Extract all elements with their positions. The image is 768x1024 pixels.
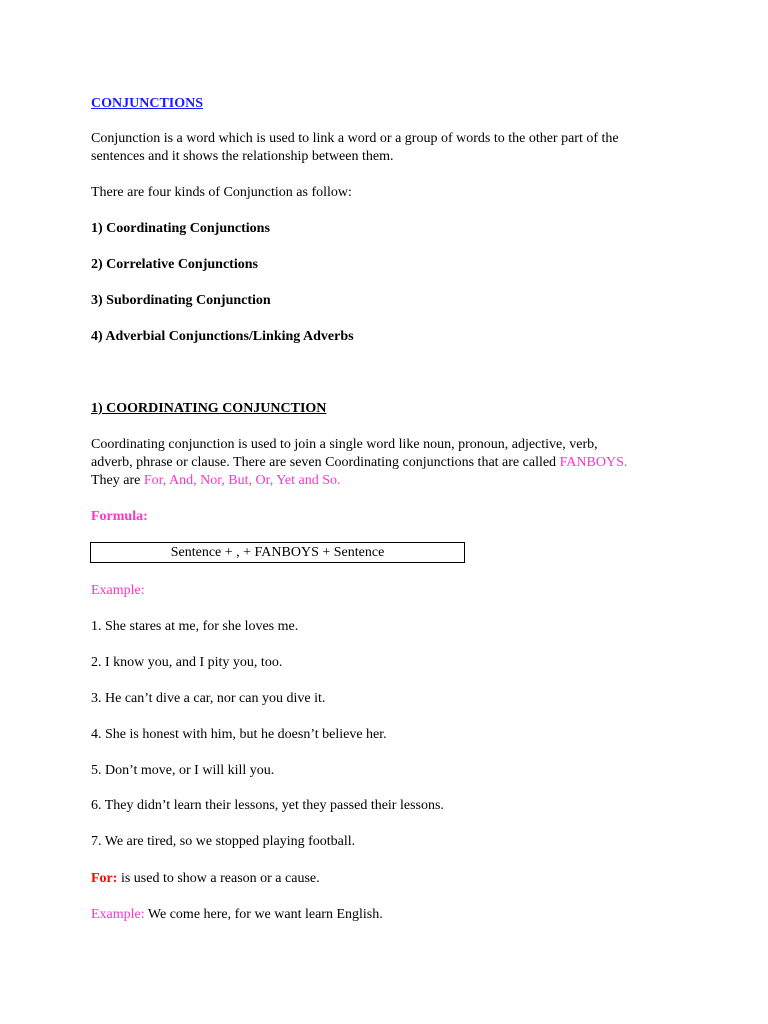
section-para-line-2 bbox=[91, 454, 627, 471]
section-heading: 1) COORDINATING CONJUNCTION bbox=[91, 401, 327, 416]
for-example bbox=[91, 906, 383, 923]
section-para-line-3-text: They are bbox=[91, 473, 144, 488]
example-item: 1. She stares at me, for she loves me. bbox=[91, 619, 299, 634]
intro-line-1: Conjunction is a word which is used to link a word or a group of words to the other part of the bbox=[91, 131, 619, 146]
kind-item-coordinating: 1) Coordinating Conjunctions bbox=[91, 221, 270, 236]
example-item: 7. We are tired, so we stopped playing football. bbox=[91, 834, 356, 849]
section-para-line-1: Coordinating conjunction is used to join a single word like noun, pronoun, adjective, verb, bbox=[91, 437, 598, 452]
for-example-text: We come here, for we want learn English. bbox=[144, 907, 383, 922]
kind-item-adverbial: 4) Adverbial Conjunctions/Linking Adverbs bbox=[91, 329, 354, 344]
formula-label: Formula: bbox=[91, 509, 148, 524]
section-para-line-3 bbox=[91, 472, 341, 489]
for-example-label: Example: bbox=[91, 907, 145, 922]
example-item: 5. Don’t move, or I will kill you. bbox=[91, 763, 275, 778]
for-text: is used to show a reason or a cause. bbox=[117, 871, 320, 886]
example-label: Example: bbox=[91, 583, 145, 598]
kinds-intro: There are four kinds of Conjunction as follow: bbox=[91, 185, 352, 200]
kind-item-subordinating: 3) Subordinating Conjunction bbox=[91, 293, 271, 308]
example-item: 4. She is honest with him, but he doesn’t believe her. bbox=[91, 727, 387, 742]
page-title: CONJUNCTIONS bbox=[91, 96, 204, 111]
fanboys-highlight: FANBOYS. bbox=[559, 455, 628, 470]
intro-line-2: sentences and it shows the relationship between them. bbox=[91, 149, 394, 164]
fanboys-list-highlight: For, And, Nor, But, Or, Yet and So. bbox=[143, 473, 341, 488]
example-item: 3. He can’t dive a car, nor can you dive it. bbox=[91, 691, 326, 706]
for-definition bbox=[91, 870, 320, 887]
example-item: 6. They didn’t learn their lessons, yet they passed their lessons. bbox=[91, 798, 444, 813]
example-item: 2. I know you, and I pity you, too. bbox=[91, 655, 283, 670]
kind-item-correlative: 2) Correlative Conjunctions bbox=[91, 257, 258, 272]
section-para-line-2-text: adverb, phrase or clause. There are seven Coordinating conjunctions that are called bbox=[91, 455, 560, 470]
formula-box: Sentence + , + FANBOYS + Sentence bbox=[90, 542, 465, 563]
for-label: For: bbox=[91, 871, 118, 886]
